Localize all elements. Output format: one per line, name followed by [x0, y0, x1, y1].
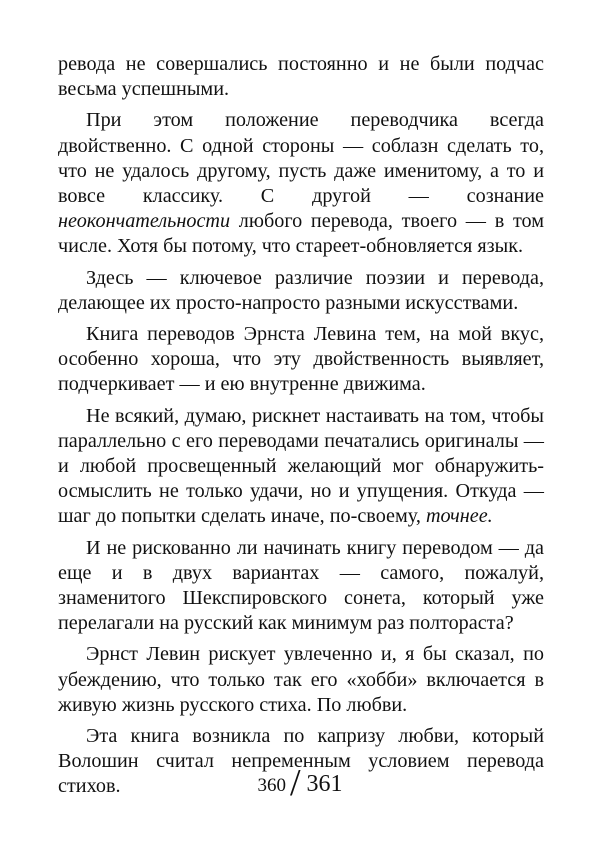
paragraph-text: любого перевода, твоего — в том числе. Хотя бы потому, что стареет-обновляется язык.: [58, 210, 544, 258]
paragraph-text: Книга переводов Эрнста Левина тем, на мой вкус, особенно хороша, что эту двойственность выявляет, подчеркивает — и ею внутренне движима.: [58, 323, 544, 396]
paragraph: [58, 52, 544, 102]
emphasized-text: точнее.: [425, 505, 493, 528]
paragraph-text: Эта книга возникла по капризу любви, который Волошин считал непременным условием перевода стихов.: [58, 725, 544, 798]
paragraph: [58, 536, 544, 637]
paragraph: [58, 322, 544, 398]
paragraph: [58, 266, 544, 316]
paragraph-text: При этом положение переводчика всегда двойственно. С одной стороны — соблазн сделать то, что не удалось другому, пусть даже именитому, а то и вовсе классику. С другой — сознание: [58, 109, 544, 208]
paragraph-text: ревода не совершались постоянно и не были подчас весьма успешными.: [58, 53, 544, 101]
page-number-left: 360: [257, 775, 286, 796]
page-number-separator: /: [289, 762, 301, 804]
paragraph-text: Здесь — ключевое различие поэзии и перевода, делающее их просто-напросто разными искусствами.: [58, 266, 544, 314]
emphasized-text: неокончательности: [58, 210, 231, 233]
paragraph: [58, 404, 544, 530]
paragraph-text: Эрнст Левин рискует увлеченно и, я бы сказал, по убеждению, что только так его «хобби» включается в живую жизнь русского стиха. По любви.: [58, 643, 544, 716]
page-number: [0, 760, 600, 804]
paragraph: [58, 642, 544, 718]
paragraph: [58, 108, 544, 259]
page-body: [58, 52, 544, 806]
paragraph-text: Не всякий, думаю, рискнет настаивать на том, чтобы параллельно с его переводами печатались оригиналы — и любой просвещенный желающий мог обнаружить-осмыслить не только удачи, но и упущения. Откуда — шаг до попытки сделать иначе, по-своему,: [58, 404, 544, 528]
page-number-right: 361: [306, 771, 343, 797]
paragraph-text: И не рискованно ли начинать книгу переводом — да еще и в двух вариантах — самого, пожалуй, знаменитого Шекспировского сонета, который уже перелагали на русский как минимум раз полтораста?: [58, 536, 544, 635]
